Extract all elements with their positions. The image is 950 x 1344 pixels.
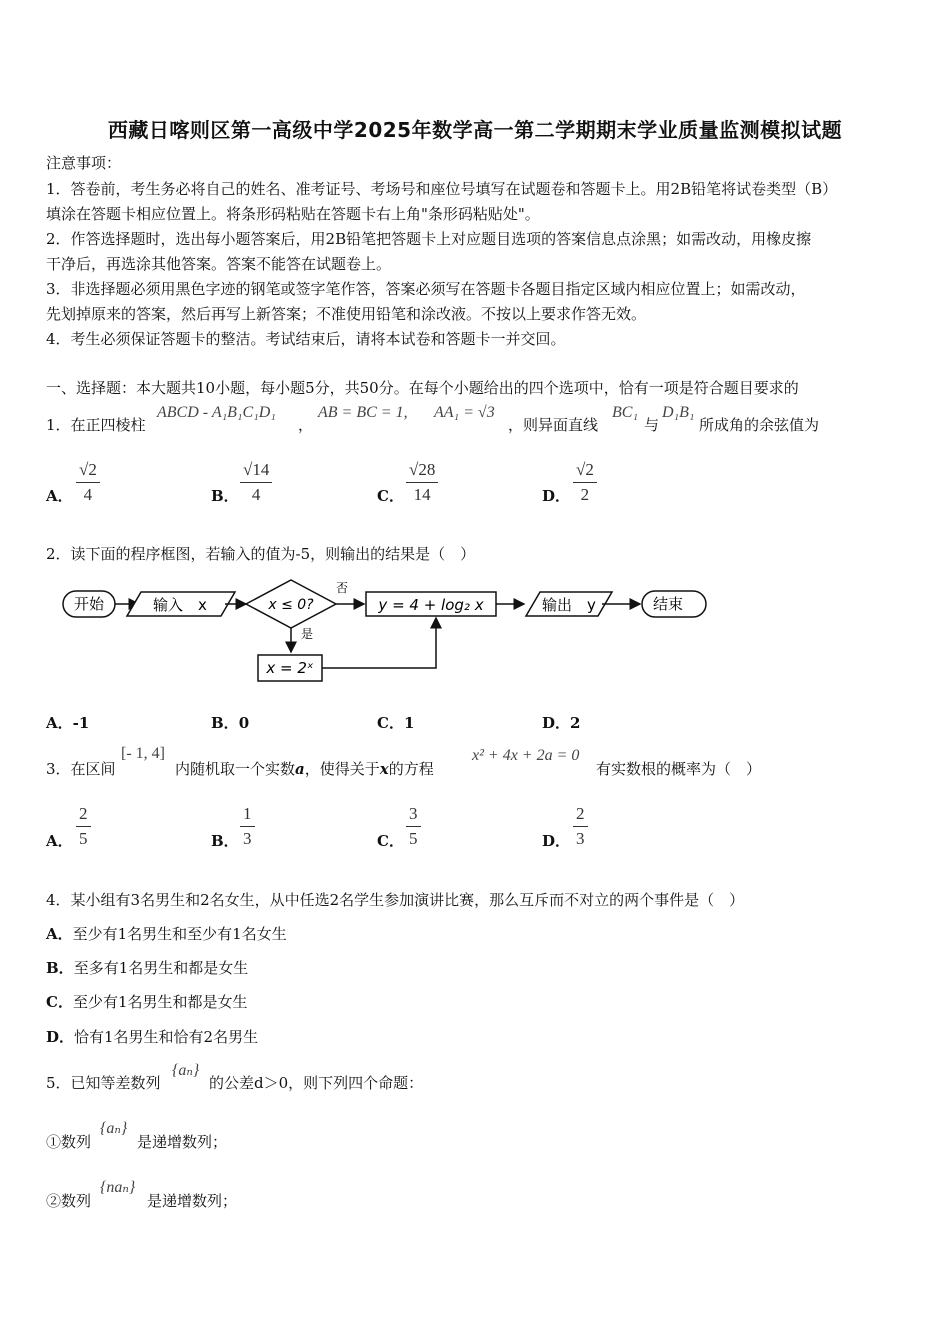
option-label: D． (542, 714, 571, 732)
denominator: 2 (580, 485, 590, 504)
flowchart (0, 570, 950, 690)
option-label: D． (46, 1028, 75, 1046)
option-b (211, 712, 249, 733)
option-b-fraction (240, 460, 272, 505)
option-label: D． (542, 832, 571, 850)
numerator: √28 (406, 460, 438, 483)
math-ab-bc: AB = BC = 1, (318, 404, 408, 421)
notice-line: 干净后，再选涂其他答案。答案不能答在试题卷上。 (46, 255, 392, 273)
math-aa1: AA₁ = √3 (434, 404, 495, 421)
option-text: 至少有1名男生和都是女生 (72, 993, 248, 1011)
numerator: √2 (573, 460, 597, 483)
math-bc1: BC₁ (612, 404, 639, 421)
option-text: 1 (403, 714, 415, 732)
question-text: 与 (644, 416, 660, 434)
statement-suffix: 是递增数列； (147, 1192, 238, 1210)
numerator: 1 (240, 804, 255, 827)
statement-suffix: 是递增数列； (137, 1133, 228, 1151)
question-text: 有实数根的概率为（ ） (596, 760, 762, 778)
option-c (46, 991, 248, 1012)
option-b-fraction (240, 804, 255, 849)
variable-x: x (379, 760, 389, 778)
option-label: A． (46, 925, 73, 943)
question-text: ， (298, 416, 314, 434)
math-equation: x² + 4x + 2a = 0 (472, 747, 580, 764)
notice-line: 3．非选择题必须用黑色字迹的钢笔或签字笔作答，答案必须写在答题卡各题目指定区域内相应位置上；如需改动， (46, 280, 806, 298)
option-label: A． (46, 832, 73, 850)
statement-prefix: ②数列 (46, 1192, 92, 1210)
text: 的方程 (388, 760, 434, 778)
option-a (46, 712, 89, 733)
question-number: 1． (46, 416, 71, 434)
question-text: ，则异面直线 (508, 416, 599, 434)
question-text: 的公差d＞0，则下列四个命题： (209, 1074, 424, 1092)
numerator: 2 (573, 804, 588, 827)
option-d-fraction (573, 804, 588, 849)
notice-line: 4．考生必须保证答题卡的整洁。考试结束后，请将本试卷和答题卡一并交回。 (46, 330, 566, 348)
option-d-fraction (573, 460, 597, 505)
notice-line: 1．答卷前，考生务必将自己的姓名、准考证号、考场号和座位号填写在试题卷和答题卡上。用2B铅笔将试卷类型（B） (46, 180, 838, 198)
math-prism: ABCD - A₁B₁C₁D₁ (157, 404, 276, 421)
question-5 (46, 1072, 161, 1093)
notice-heading: 注意事项： (46, 154, 122, 172)
question-number: 2． (46, 545, 71, 563)
question-text: 已知等差数列 (70, 1074, 161, 1092)
option-c-fraction (406, 460, 438, 505)
option-d (46, 1026, 258, 1047)
option-c (377, 712, 414, 733)
flow-output-label: 输出 y (542, 596, 596, 614)
option-c-fraction (406, 804, 421, 849)
option-text: 2 (570, 714, 581, 732)
flow-end-label: 结束 (652, 595, 684, 613)
variable-a: a (295, 760, 305, 778)
statement-2 (46, 1190, 91, 1211)
notice-line: 填涂在答题卡相应位置上。将条形码粘贴在答题卡右上角"条形码粘贴处"。 (46, 205, 540, 223)
question-3 (46, 758, 116, 779)
numerator: √14 (240, 460, 272, 483)
text: 内随机取一个实数 (175, 760, 296, 778)
math-sequence: {aₙ} (172, 1062, 200, 1079)
option-text: 至少有1名男生和至少有1名女生 (72, 925, 287, 943)
option-label: A． (46, 714, 73, 732)
option-b (46, 957, 248, 978)
question-number: 4． (46, 891, 71, 909)
option-label: B． (46, 959, 74, 977)
question-number: 3． (46, 760, 71, 778)
option-text: 0 (238, 714, 250, 732)
denominator: 5 (409, 829, 418, 848)
question-1 (46, 414, 146, 435)
text: ，使得关于 (304, 760, 380, 778)
option-text: -1 (72, 714, 90, 732)
option-label: B． (211, 714, 239, 732)
option-text: 至多有1名男生和都是女生 (73, 959, 249, 977)
option-a (46, 923, 287, 944)
denominator: 5 (79, 829, 88, 848)
math-sequence: {naₙ} (100, 1179, 136, 1196)
option-a-fraction (76, 804, 91, 849)
denominator: 4 (251, 485, 261, 504)
question-text: 某小组有3名男生和2名女生，从中任选2名学生参加演讲比赛，那么互斥而不对立的两个事件是（ ） (70, 891, 745, 909)
question-number: 5． (46, 1074, 71, 1092)
flow-process-label: y = 4 + log₂ x (378, 596, 484, 614)
page-title: 西藏日喀则区第一高级中学2025年数学高一第二学期期末学业质量监测模拟试题 (107, 118, 843, 142)
question-text (175, 758, 434, 779)
option-label: C． (46, 993, 73, 1011)
flow-decision-label: x ≤ 0? (268, 597, 314, 613)
option-label: B． (211, 832, 239, 850)
option-d (542, 712, 580, 733)
option-text: 恰有1名男生和恰有2名男生 (74, 1028, 259, 1046)
denominator: 3 (576, 829, 585, 848)
statement-1 (46, 1131, 91, 1152)
denominator: 14 (413, 485, 431, 504)
flow-start-label: 开始 (73, 595, 105, 613)
denominator: 4 (83, 485, 93, 504)
option-label: B． (211, 487, 239, 505)
math-sequence: {aₙ} (100, 1120, 128, 1137)
question-text: 在正四棱柱 (70, 416, 146, 434)
question-text: 在区间 (70, 760, 116, 778)
flow-yes-label: 是 (301, 627, 314, 641)
numerator: 2 (76, 804, 91, 827)
flow-no-label: 否 (336, 581, 349, 595)
question-text: 所成角的余弦值为 (699, 416, 820, 434)
option-label: A． (46, 487, 73, 505)
denominator: 3 (243, 829, 252, 848)
option-label: D． (542, 487, 571, 505)
option-a-fraction (76, 460, 100, 505)
math-interval: [- 1, 4] (121, 745, 165, 762)
section-heading: 一、选择题：本大题共10小题，每小题5分，共50分。在每个小题给出的四个选项中，恰有一项是符合题目要求的 (46, 379, 799, 397)
flow-input-label: 输入 x (153, 596, 207, 614)
flow-assign-label: x = 2ˣ (266, 659, 314, 677)
option-label: C． (377, 832, 404, 850)
notice-line: 2．作答选择题时，选出每小题答案后，用2B铅笔把答题卡上对应题目选项的答案信息点涂黑；如需改动，用橡皮擦 (46, 230, 812, 248)
flow-loop-arrow (322, 618, 436, 668)
numerator: √2 (76, 460, 100, 483)
statement-prefix: ①数列 (46, 1133, 92, 1151)
option-label: C． (377, 714, 404, 732)
option-label: C． (377, 487, 404, 505)
question-4 (46, 889, 744, 910)
math-d1b1: D₁B₁ (662, 404, 695, 421)
numerator: 3 (406, 804, 421, 827)
question-text: 读下面的程序框图，若输入的值为-5，则输出的结果是（ ） (70, 545, 476, 563)
notice-line: 先划掉原来的答案，然后再写上新答案；不准使用铅笔和涂改液。不按以上要求作答无效。 (46, 305, 647, 323)
question-2 (46, 543, 475, 564)
